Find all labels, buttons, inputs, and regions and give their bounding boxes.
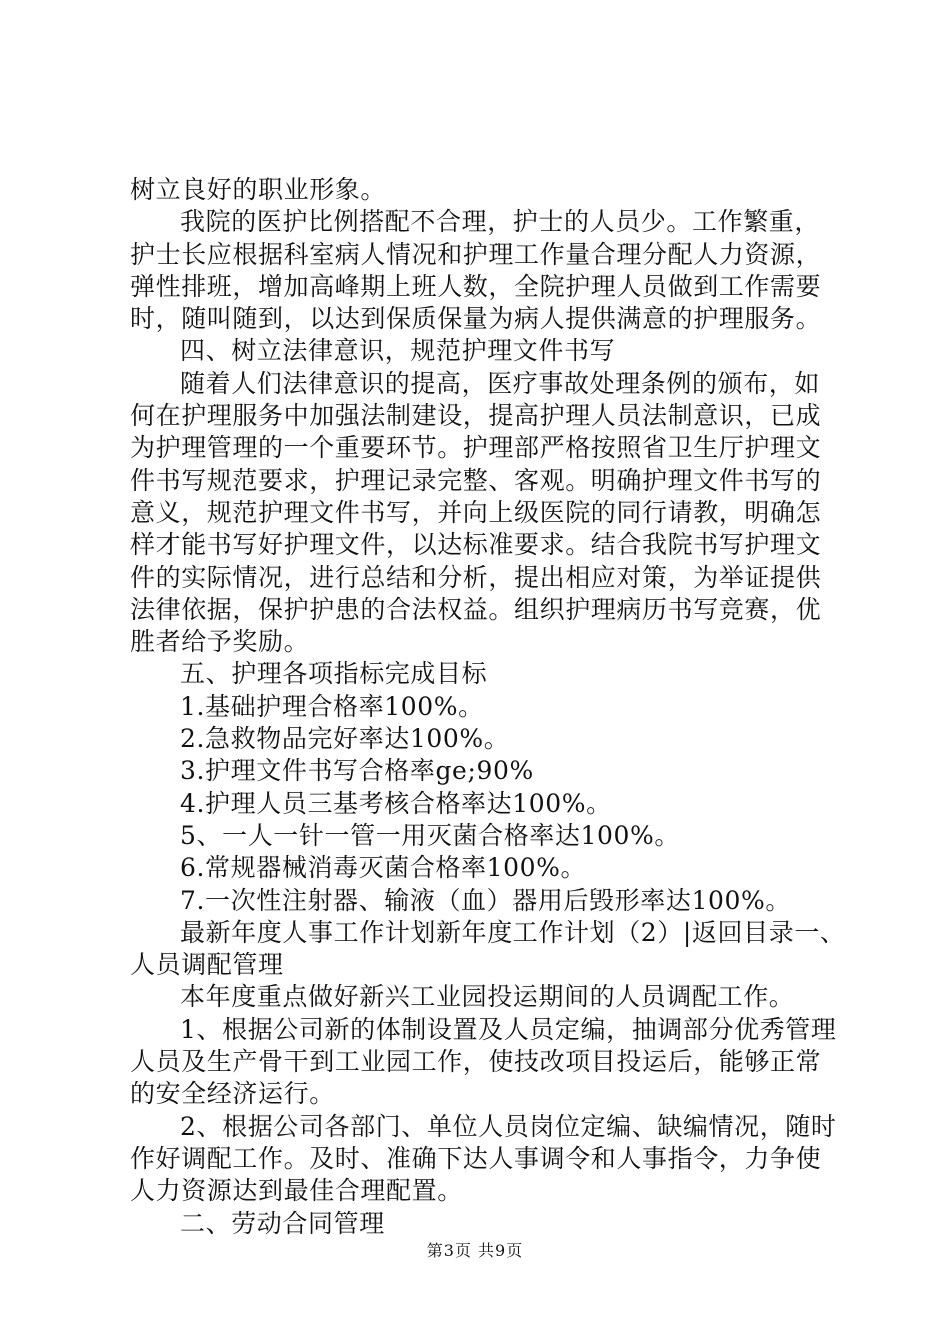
text-line: 1、根据公司新的体制设置及人员定编，抽调部分优秀管理 xyxy=(180,1014,837,1044)
text-line: 五、护理各项指标完成目标 xyxy=(180,659,488,689)
text-line: 7.一次性注射器、输液（血）器用后毁形率达100%。 xyxy=(180,885,791,915)
text-line: 随着人们法律意识的提高，医疗事故处理条例的颁布，如 xyxy=(180,368,821,398)
text-line: 树立良好的职业形象。 xyxy=(130,175,387,204)
text-line: 最新年度人事工作计划新年度工作计划（2）|返回目录一、 xyxy=(180,917,846,947)
text-line: 人力资源达到最佳合理配置。 xyxy=(130,1176,463,1206)
text-line: 本年度重点做好新兴工业园投运期间的人员调配工作。 xyxy=(180,982,795,1012)
text-line: 3.护理文件书写合格率ge;90% xyxy=(180,756,534,786)
text-line: 4.护理人员三基考核合格率达100%。 xyxy=(180,788,612,818)
text-line: 意义，规范护理文件书写，并向上级医院的同行请教，明确怎 xyxy=(130,497,822,527)
text-line: 2、根据公司各部门、单位人员岗位定编、缺编情况，随时 xyxy=(180,1111,837,1141)
text-line: 四、树立法律意识，规范护理文件书写 xyxy=(180,336,616,366)
text-line: 的安全经济运行。 xyxy=(130,1079,335,1109)
text-line: 二、劳动合同管理 xyxy=(180,1208,385,1238)
text-line: 人员及生产骨干到工业园工作，使技改项目投运后，能够正常 xyxy=(130,1047,822,1077)
text-line: 件书写规范要求，护理记录完整、客观。明确护理文件书写的 xyxy=(130,465,822,495)
text-line: 人员调配管理 xyxy=(130,950,284,980)
text-line: 作好调配工作。及时、准确下达人事调令和人事指令，力争使 xyxy=(130,1143,822,1173)
text-line: 时，随叫随到，以达到保质保量为病人提供满意的护理服务。 xyxy=(130,304,822,334)
document-body xyxy=(130,174,846,1240)
text-line: 样才能书写好护理文件，以达标准要求。结合我院书写护理文 xyxy=(130,530,822,560)
text-line: 何在护理服务中加强法制建设，提高护理人员法制意识，已成 xyxy=(130,401,822,431)
text-line: 胜者给予奖励。 xyxy=(130,627,310,657)
text-line: 我院的医护比例搭配不合理，护士的人员少。工作繁重， xyxy=(180,207,821,237)
text-line: 1.基础护理合格率100%。 xyxy=(180,691,484,721)
text-line: 2.急救物品完好率达100%。 xyxy=(180,724,510,754)
text-line: 法律依据，保护护患的合法权益。组织护理病历书写竞赛，优 xyxy=(130,594,822,624)
text-line: 护士长应根据科室病人情况和护理工作量合理分配人力资源， xyxy=(130,239,822,269)
text-line: 件的实际情况，进行总结和分析，提出相应对策，为举证提供 xyxy=(130,562,822,592)
text-line: 6.常规器械消毒灭菌合格率100%。 xyxy=(180,853,587,883)
text-line: 5、一人一针一管一用灭菌合格率达100%。 xyxy=(180,820,680,850)
text-line: 弹性排班，增加高峰期上班人数，全院护理人员做到工作需要 xyxy=(130,271,822,301)
text-line: 为护理管理的一个重要环节。护理部严格按照省卫生厅护理文 xyxy=(130,433,822,463)
page-footer: 第3页 共9页 xyxy=(426,1241,524,1260)
